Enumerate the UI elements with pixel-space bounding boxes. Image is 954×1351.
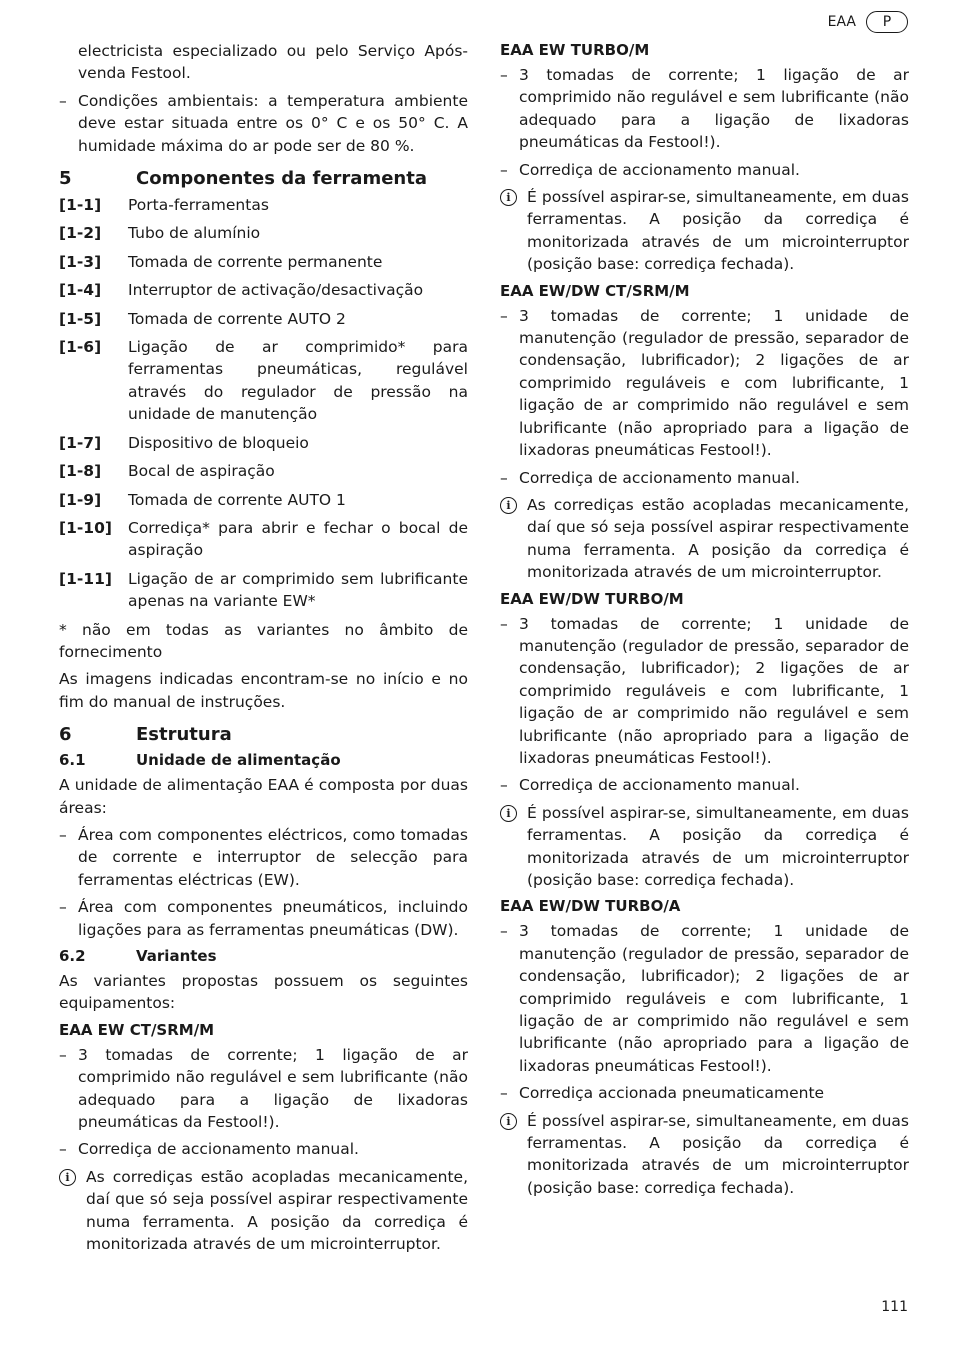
left-column (59, 40, 468, 1260)
component-item (59, 517, 468, 562)
section-number: 6 (59, 724, 72, 746)
component-item (59, 432, 468, 454)
ambient-conditions-item: – Condições ambientais: a temperatura ambiente deve estar situada entre os 0° C e os 50° C. A humidade máxima do ar pode ser de 80 %. (59, 90, 468, 157)
component-label: Tubo de alumínio (128, 224, 261, 243)
page-number: 111 (881, 1299, 908, 1315)
right-column (500, 40, 909, 1204)
variant-title: EAA EW/DW CT/SRM/M (500, 281, 690, 300)
section-title: Variantes (136, 947, 217, 965)
component-key: [1-11] (59, 569, 112, 588)
variant-title: EAA EW TURBO/M (500, 41, 650, 59)
component-label: Tomada de corrente AUTO 2 (128, 309, 346, 328)
section-6-2-heading (59, 946, 468, 966)
component-label: Tomada de corrente permanente (128, 252, 383, 271)
list-item: – Corrediça de accionamento manual. (500, 774, 909, 796)
component-item (59, 308, 468, 330)
variant-title: EAA EW CT/SRM/M (59, 1020, 215, 1039)
component-item (59, 222, 468, 244)
language-badge: P (866, 11, 908, 33)
info-text: As corrediças estão acopladas mecanicamente, daí que só seja possível aspirar respectivamente numa ferramenta. A posição da corrediça é monitorizada através de um microinterruptor. (86, 1167, 468, 1254)
component-item (59, 489, 468, 511)
info-text: É possível aspirar-se, simultaneamente, em duas ferramentas. A posição da corrediça é monitorizada através de um microinterruptor (posição base: corrediça fechada). (527, 1111, 909, 1197)
section-number: 6.1 (59, 751, 86, 770)
list-item: – 3 tomadas de corrente; 1 unidade de manutenção (regulador de pressão, separador de condensação, lubrificador); 2 ligações de ar comprimido reguláveis e com lubrificante, 1 ligação de ar comprimido não regulável e sem lubrificante (não apropriado para a ligação de lixadoras pneumáticas Festool!). (500, 305, 909, 462)
info-text: É possível aspirar-se, simultaneamente, em duas ferramentas. A posição da corrediça é monitorizada através de um microinterruptor (posição base: corrediça fechada). (527, 188, 909, 274)
component-item (59, 460, 468, 482)
section-6-2-text: As variantes propostas possuem os seguintes equipamentos: (59, 972, 468, 1013)
list-item: – Corrediça de accionamento manual. (500, 159, 909, 181)
section-6-heading (59, 723, 468, 747)
section-title: Componentes da ferramenta (136, 168, 427, 190)
component-label: Interruptor de activação/desactivação (128, 281, 424, 300)
component-item (59, 251, 468, 273)
component-key: [1-4] (59, 281, 102, 300)
section-number: 5 (59, 168, 72, 190)
info-note (500, 494, 909, 584)
list-item: – 3 tomadas de corrente; 1 unidade de manutenção (regulador de pressão, separador de condensação, lubrificador); 2 ligações de ar comprimido reguláveis e com lubrificante, 1 ligação de ar comprimido não regulável e sem lubrificante (não apropriado para a ligação de lixadoras pneumáticas Festool!). (500, 613, 909, 770)
info-note (59, 1166, 468, 1256)
component-key: [1-9] (59, 490, 102, 509)
footnote: * não em todas as variantes no âmbito de fornecimento (59, 620, 468, 661)
info-icon: i (59, 1169, 76, 1186)
info-icon: i (500, 189, 517, 206)
list-item: – 3 tomadas de corrente; 1 ligação de ar comprimido não regulável e sem lubrificante (não adequado para a ligação de lixadoras pneumáticas da Festool!). (500, 64, 909, 154)
components-list (59, 194, 468, 613)
section-6-1-heading (59, 750, 468, 770)
section-title: Estrutura (136, 724, 232, 746)
list-item: – Corrediça de accionamento manual. (500, 467, 909, 489)
list-item: – Corrediça de accionamento manual. (59, 1138, 468, 1160)
list-item: – Corrediça accionada pneumaticamente (500, 1082, 909, 1104)
info-icon: i (500, 1113, 517, 1130)
component-key: [1-3] (59, 252, 102, 271)
page-header (828, 11, 908, 33)
intro-continuation: electricista especializado ou pelo Serviço Após-venda Festool. (78, 42, 468, 83)
info-icon: i (500, 805, 517, 822)
component-label: Ligação de ar comprimido* para ferramentas pneumáticas, regulável através do regulador de pressão na unidade de manutenção (128, 338, 468, 424)
component-label: Bocal de aspiração (128, 462, 275, 481)
component-key: [1-7] (59, 433, 102, 452)
component-key: [1-8] (59, 462, 102, 481)
component-label: Porta-ferramentas (128, 196, 269, 215)
component-label: Ligação de ar comprimido sem lubrificante apenas na variante EW* (128, 569, 468, 611)
variant-title: EAA EW/DW TURBO/M (500, 589, 684, 608)
list-item: – 3 tomadas de corrente; 1 ligação de ar comprimido não regulável e sem lubrificante (não adequado para a ligação de lixadoras pneumáticas da Festool!). (59, 1044, 468, 1134)
component-key: [1-10] (59, 518, 112, 537)
info-note (500, 1110, 909, 1200)
component-key: [1-2] (59, 224, 102, 243)
component-label: Dispositivo de bloqueio (128, 433, 309, 452)
info-note (500, 186, 909, 276)
images-note: As imagens indicadas encontram-se no início e no fim do manual de instruções. (59, 670, 468, 711)
section-6-1-text: A unidade de alimentação EAA é composta por duas áreas: (59, 776, 468, 817)
section-title: Unidade de alimentação (136, 751, 341, 770)
info-icon: i (500, 497, 517, 514)
component-item (59, 336, 468, 426)
section-number: 6.2 (59, 947, 86, 965)
component-label: Corrediça* para abrir e fechar o bocal de aspiração (128, 518, 468, 560)
doc-code: EAA (827, 14, 856, 30)
component-key: [1-6] (59, 338, 102, 357)
info-text: É possível aspirar-se, simultaneamente, em duas ferramentas. A posição da corrediça é monitorizada através de um microinterruptor (posição base: corrediça fechada). (527, 803, 909, 889)
component-label: Tomada de corrente AUTO 1 (128, 490, 346, 509)
component-key: [1-1] (59, 196, 102, 215)
component-key: [1-5] (59, 309, 102, 328)
list-item: – Área com componentes pneumáticos, incluindo ligações para as ferramentas pneumáticas (DW). (59, 896, 468, 941)
component-item (59, 194, 468, 216)
component-item (59, 568, 468, 613)
section-5-heading (59, 167, 468, 191)
list-item: – Área com componentes eléctricos, como tomadas de corrente e interruptor de selecção para ferramentas eléctricas (EW). (59, 824, 468, 891)
variant-title: EAA EW/DW TURBO/A (500, 897, 681, 916)
info-note (500, 802, 909, 892)
list-item: – 3 tomadas de corrente; 1 unidade de manutenção (regulador de pressão, separador de condensação, lubrificador); 2 ligações de ar comprimido reguláveis e com lubrificante, 1 ligação de ar comprimido não regulável e sem lubrificante (não apropriado para a ligação de lixadoras pneumáticas Festool!). (500, 920, 909, 1077)
component-item (59, 279, 468, 301)
info-text: As corrediças estão acopladas mecanicamente, daí que só seja possível aspirar respectivamente numa ferramenta. A posição da corrediça é monitorizada através de um microinterruptor. (527, 495, 909, 582)
